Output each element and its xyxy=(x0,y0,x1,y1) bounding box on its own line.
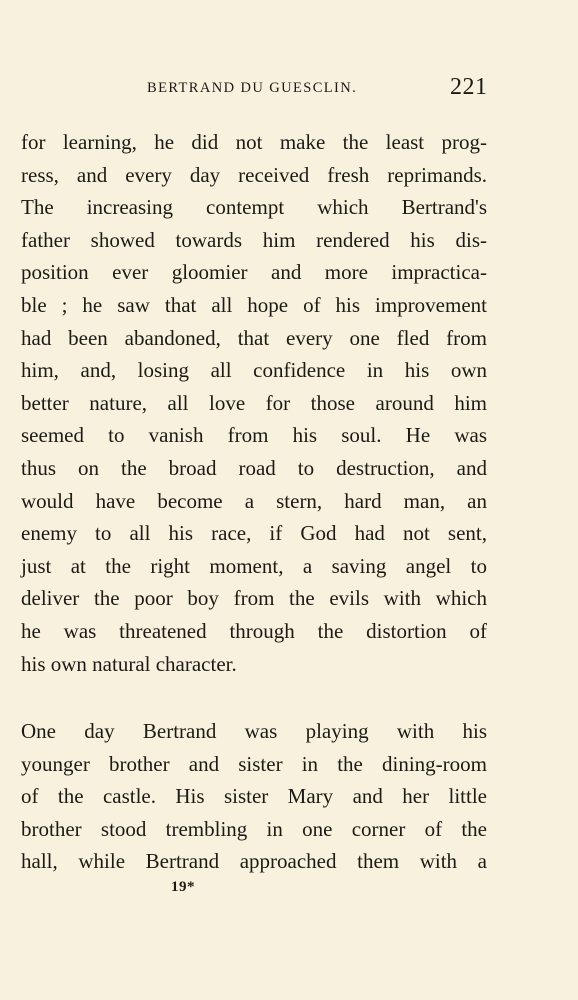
text-line: just at the right moment, a saving angel to xyxy=(21,553,487,578)
text-line: father showed towards him rendered his dis- xyxy=(21,227,487,252)
paragraph xyxy=(21,715,487,878)
text-line: for learning, he did not make the least prog- xyxy=(21,130,487,154)
text-line: brother stood trembling in one corner of the xyxy=(21,816,487,841)
text-line: seemed to vanish from his soul. He was xyxy=(21,423,487,448)
text-line: younger brother and sister in the dining-room xyxy=(21,751,487,776)
text-line: of the castle. His sister Mary and her little xyxy=(21,784,487,809)
text-line: ble ; he saw that all hope of his improvement xyxy=(21,292,487,317)
running-title: BERTRAND DU GUESCLIN. xyxy=(147,80,358,96)
text-line: deliver the poor boy from the evils with which xyxy=(21,586,487,611)
paragraph xyxy=(21,126,487,680)
text-line: enemy to all his race, if God had not sent, xyxy=(21,521,487,546)
text-line: would have become a stern, hard man, an xyxy=(21,488,487,513)
text-line: position ever gloomier and more impractica- xyxy=(21,260,487,285)
text-line: him, and, losing all confidence in his own xyxy=(21,358,487,383)
text-line: he was threatened through the distortion of xyxy=(21,618,487,643)
text-line: One day Bertrand was playing with his xyxy=(21,719,487,743)
text-line: ress, and every day received fresh reprimands. xyxy=(21,162,487,187)
text-line: thus on the broad road to destruction, and xyxy=(21,455,487,480)
text-line: The increasing contempt which Bertrand's xyxy=(21,195,487,220)
text-line: hall, while Bertrand approached them with a xyxy=(21,849,487,874)
page-number: 221 xyxy=(450,74,488,100)
signature-mark: 19* xyxy=(171,879,195,895)
text-line: his own natural character. xyxy=(21,651,237,676)
text-line: better nature, all love for those around him xyxy=(21,390,487,415)
text-line: had been abandoned, that every one fled from xyxy=(21,325,487,350)
running-head xyxy=(0,74,578,104)
